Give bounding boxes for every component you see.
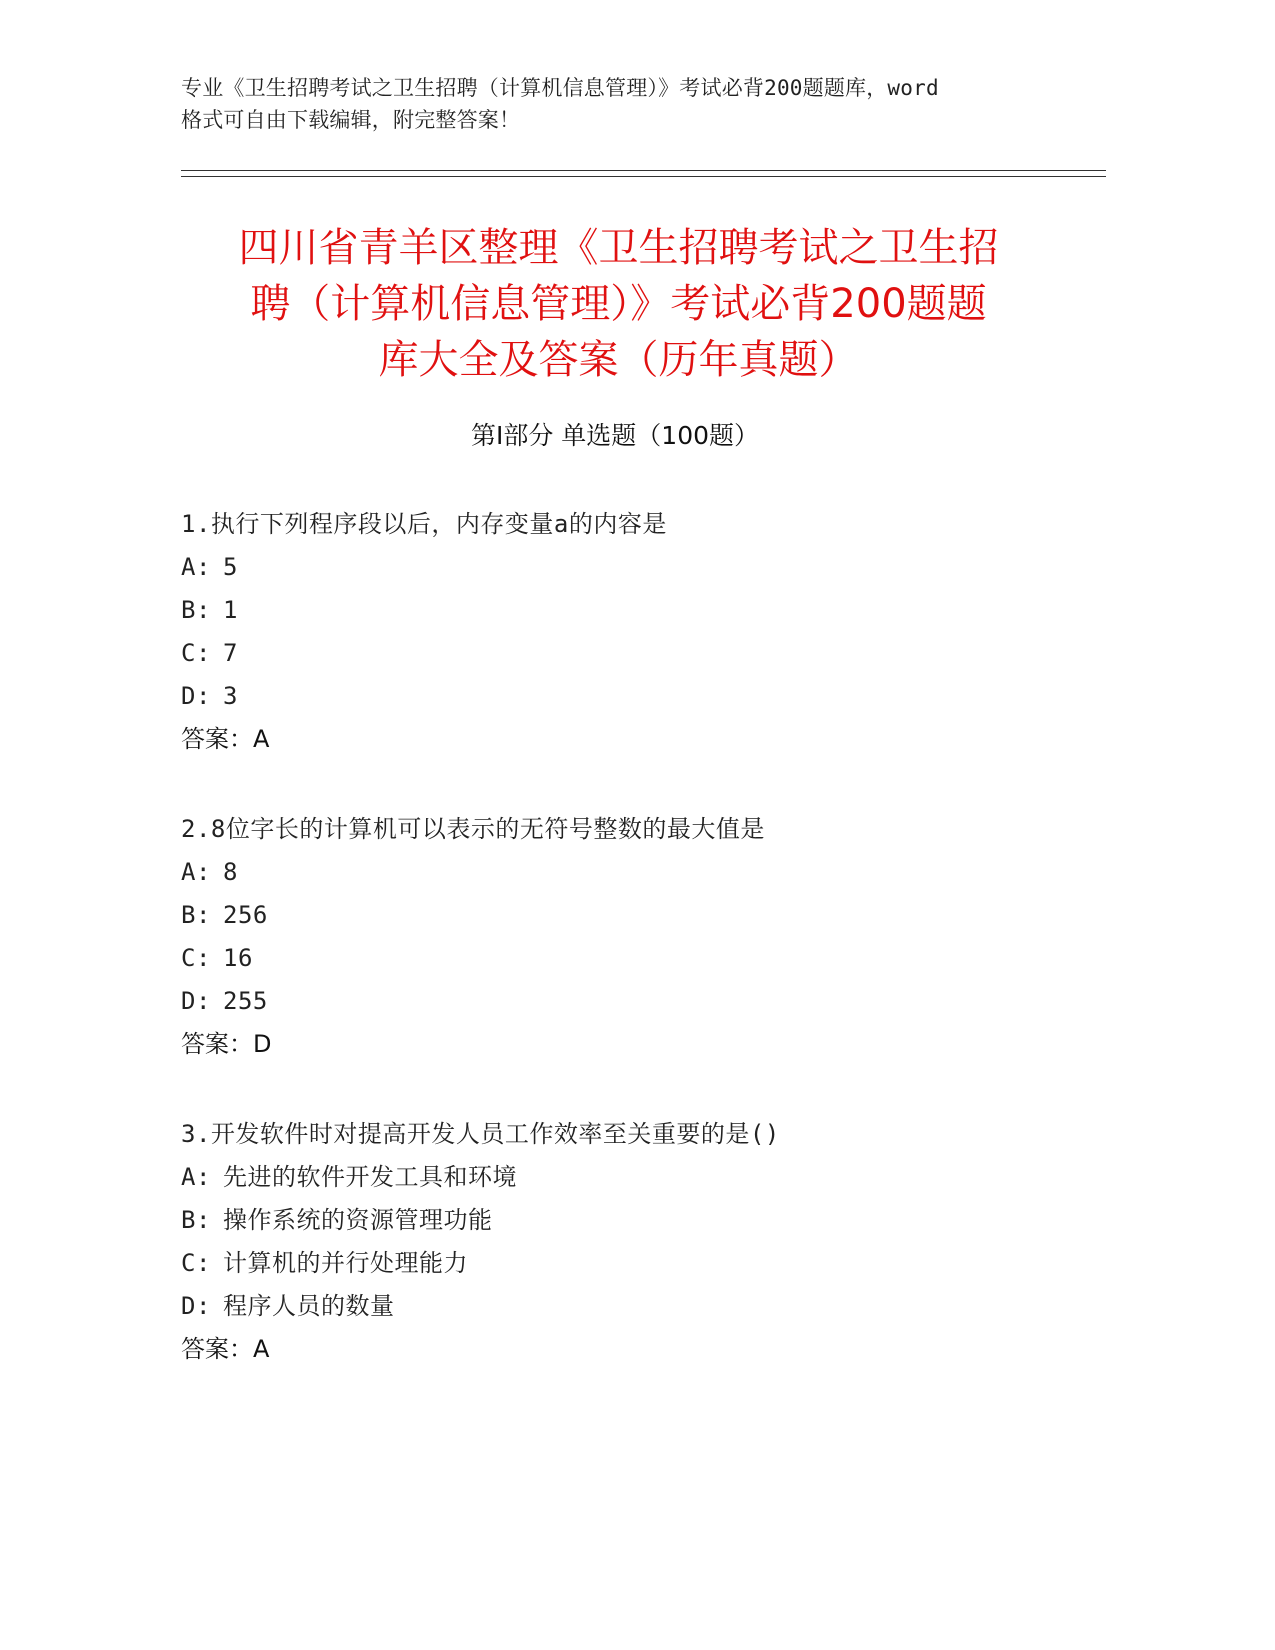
question-3 — [181, 1113, 1081, 1371]
option-text: 操作系统的资源管理功能 — [223, 1206, 493, 1234]
option-a — [181, 851, 1081, 894]
question-stem: 2.8位字长的计算机可以表示的无符号整数的最大值是 — [181, 815, 765, 843]
option-letter: A: — [181, 553, 211, 581]
option-c — [181, 1242, 1081, 1285]
option-text: 5 — [223, 553, 238, 581]
option-d — [181, 980, 1081, 1023]
answer-line: 答案：A — [181, 725, 270, 753]
document-title-line-1: 四川省青羊区整理《卫生招聘考试之卫生招 — [238, 225, 999, 271]
option-letter: C: — [181, 639, 211, 667]
header-note-line-1: 专业《卫生招聘考试之卫生招聘（计算机信息管理）》考试必背200题题库，word — [181, 76, 939, 100]
answer-line: 答案：A — [181, 1335, 270, 1363]
answer-line: 答案：D — [181, 1030, 272, 1058]
option-text: 程序人员的数量 — [223, 1292, 395, 1320]
option-c — [181, 632, 1081, 675]
option-letter: C: — [181, 944, 211, 972]
question-stem: 1.执行下列程序段以后，内存变量a的内容是 — [181, 510, 667, 538]
header-note-line-2: 格式可自由下载编辑，附完整答案！ — [181, 108, 521, 132]
document-title-line-2: 聘（计算机信息管理）》考试必背200题题 — [250, 281, 987, 327]
option-letter: D: — [181, 987, 211, 1015]
option-b — [181, 1199, 1081, 1242]
section-heading: 第Ⅰ部分 单选题（100题） — [470, 421, 760, 450]
option-a — [181, 546, 1081, 589]
question-stem: 3.开发软件时对提高开发人员工作效率至关重要的是() — [181, 1120, 780, 1148]
option-b — [181, 894, 1081, 937]
header-note — [181, 72, 1061, 136]
option-letter: C: — [181, 1249, 211, 1277]
option-letter: A: — [181, 1163, 211, 1191]
document-title — [181, 220, 1056, 388]
header-divider-top — [181, 170, 1106, 171]
option-text: 8 — [223, 858, 238, 886]
option-d — [181, 675, 1081, 718]
option-text: 255 — [223, 987, 268, 1015]
option-d — [181, 1285, 1081, 1328]
document-title-line-3: 库大全及答案（历年真题） — [378, 337, 859, 383]
option-letter: D: — [181, 1292, 211, 1320]
option-text: 1 — [223, 596, 238, 624]
option-b — [181, 589, 1081, 632]
option-text: 3 — [223, 682, 238, 710]
option-letter: A: — [181, 858, 211, 886]
option-letter: B: — [181, 596, 211, 624]
option-letter: D: — [181, 682, 211, 710]
question-1 — [181, 503, 1081, 761]
option-text: 7 — [223, 639, 238, 667]
option-text: 先进的软件开发工具和环境 — [223, 1163, 517, 1191]
option-c — [181, 937, 1081, 980]
option-letter: B: — [181, 901, 211, 929]
header-divider-bottom — [181, 176, 1106, 177]
option-a — [181, 1156, 1081, 1199]
option-text: 16 — [223, 944, 253, 972]
option-letter: B: — [181, 1206, 211, 1234]
option-text: 256 — [223, 901, 268, 929]
question-2 — [181, 808, 1081, 1066]
option-text: 计算机的并行处理能力 — [223, 1249, 468, 1277]
